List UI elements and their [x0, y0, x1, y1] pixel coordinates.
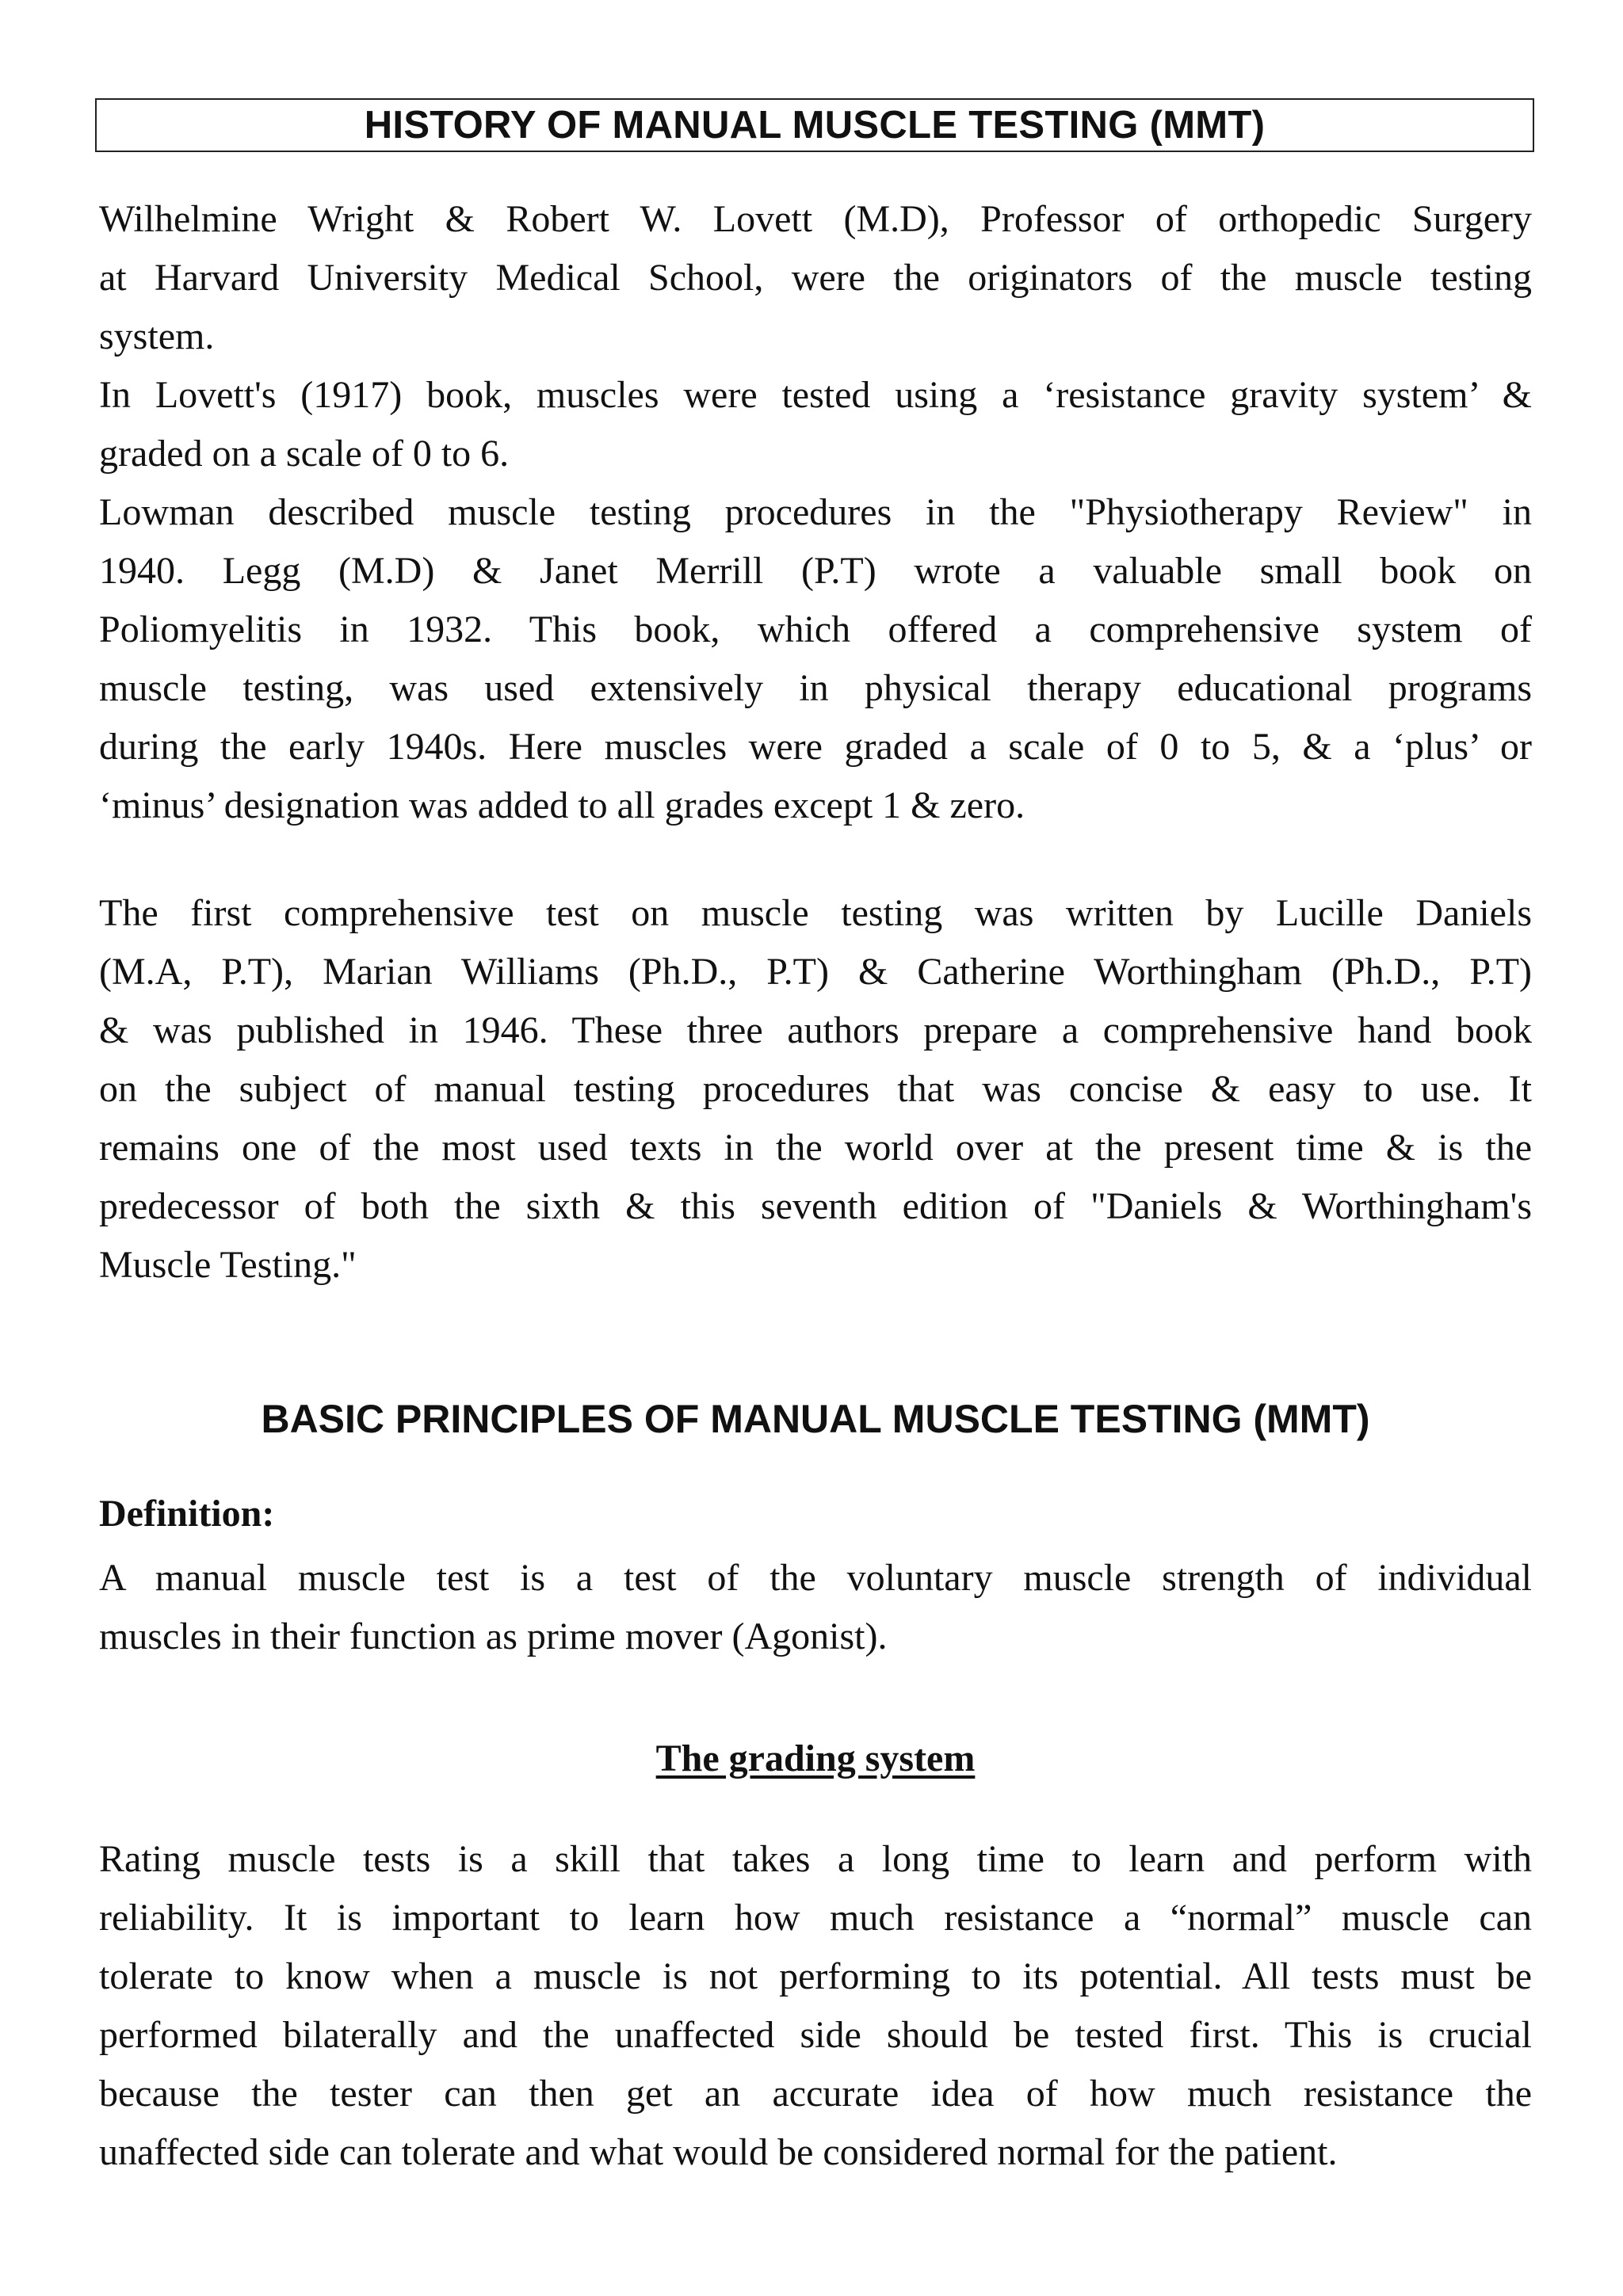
text-line: graded on a scale of 0 to 6.: [99, 433, 510, 475]
text-line: muscle testing, was used extensively in physical therapy educational programs: [99, 667, 1532, 709]
text-line: Rating muscle tests is a skill that takes a long time to learn and perform with: [99, 1838, 1532, 1880]
text-line: Wilhelmine Wright & Robert W. Lovett (M.D), Professor of orthopedic Surgery: [99, 198, 1532, 240]
text-line: at Harvard University Medical School, were the originators of the muscle testing: [99, 257, 1532, 299]
text-line: unaffected side can tolerate and what would be considered normal for the patient.: [99, 2131, 1338, 2173]
text-line: predecessor of both the sixth & this seventh edition of "Daniels & Worthingham's: [99, 1185, 1532, 1227]
history-paragraph-2: [99, 884, 1532, 1295]
text-line: (M.A, P.T), Marian Williams (Ph.D., P.T) & Catherine Worthingham (Ph.D., P.T): [99, 951, 1532, 993]
principles-title: BASIC PRINCIPLES OF MANUAL MUSCLE TESTING (MMT): [261, 1397, 1370, 1441]
text-line: Lowman described muscle testing procedures in the "Physiotherapy Review" in: [99, 491, 1532, 533]
text-line: muscles in their function as prime mover (Agonist).: [99, 1615, 888, 1657]
text-line: & was published in 1946. These three authors prepare a comprehensive hand book: [99, 1009, 1532, 1051]
text-line: In Lovett's (1917) book, muscles were tested using a ‘resistance gravity system’ &: [99, 374, 1532, 416]
text-line: 1940. Legg (M.D) & Janet Merrill (P.T) wrote a valuable small book on: [99, 550, 1532, 592]
text-line: on the subject of manual testing procedures that was concise & easy to use. It: [99, 1068, 1532, 1110]
definition-label: Definition:: [99, 1493, 275, 1535]
history-title: HISTORY OF MANUAL MUSCLE TESTING (MMT): [95, 98, 1534, 152]
text-line: tolerate to know when a muscle is not performing to its potential. All tests must be: [99, 1955, 1532, 1997]
text-line: performed bilaterally and the unaffected side should be tested first. This is crucial: [99, 2014, 1532, 2056]
text-line: Poliomyelitis in 1932. This book, which offered a comprehensive system of: [99, 608, 1532, 650]
grading-system-heading: The grading system: [655, 1737, 976, 1779]
text-line: Muscle Testing.": [99, 1244, 357, 1286]
text-line: during the early 1940s. Here muscles were graded a scale of 0 to 5, & a ‘plus’ or: [99, 726, 1532, 768]
history-paragraph-1: [99, 190, 1532, 835]
grading-paragraph: [99, 1830, 1532, 2182]
text-line: system.: [99, 315, 215, 357]
text-line: remains one of the most used texts in the world over at the present time & is the: [99, 1127, 1532, 1169]
text-line: because the tester can then get an accurate idea of how much resistance the: [99, 2073, 1532, 2115]
text-line: reliability. It is important to learn how much resistance a “normal” muscle can: [99, 1897, 1532, 1939]
text-line: A manual muscle test is a test of the voluntary muscle strength of individual: [99, 1557, 1532, 1599]
text-line: ‘minus’ designation was added to all grades except 1 & zero.: [99, 784, 1025, 826]
text-line: The first comprehensive test on muscle testing was written by Lucille Daniels: [99, 892, 1532, 934]
definition-paragraph: [99, 1549, 1532, 1666]
